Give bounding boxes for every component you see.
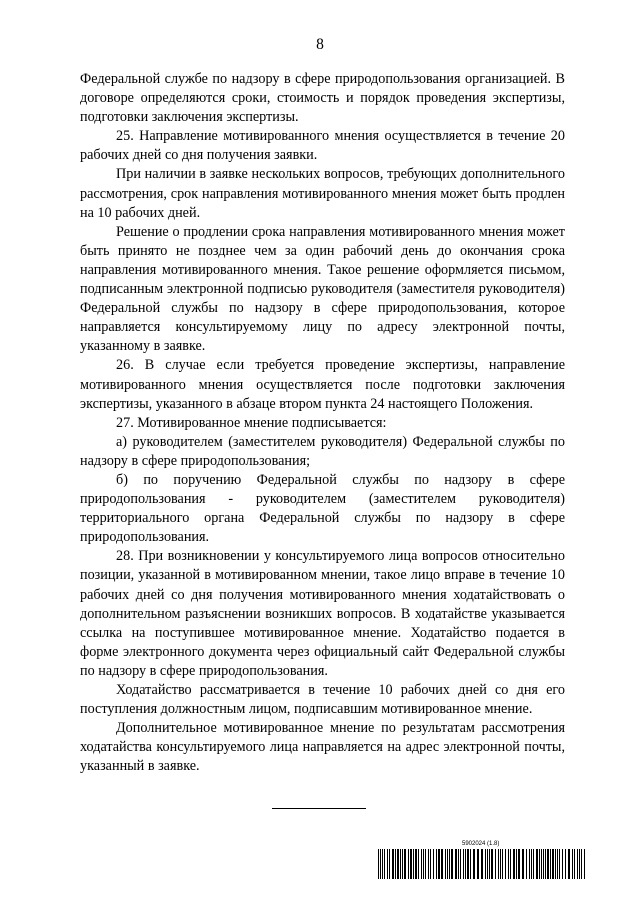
paragraph: 28. При возникновении у консультируемого лица вопросов относительно позиции, указанной в мотивированном мнении, такое лицо вправе в течение 10 рабочих дней со дня получения мотивированного мнения ходатайствовать о дополнительном разъяснении возникших вопросов. В ходатайстве указывается ссылка на поступившее мотивированное мнение. Ходатайство подается в форме электронного документа через официальный сайт Федеральной службы по надзору в сфере природопользования. bbox=[80, 548, 565, 679]
paragraph: б) по поручению Федеральной службы по надзору в сфере природопользования - руководителем (заместителем руководителя) территориального органа Федеральной службы по надзору в сфере природопользования. bbox=[80, 471, 565, 546]
paragraph: Ходатайство рассматривается в течение 10 рабочих дней со дня его поступления должностным лицом, подписавшим мотивированное мнение. bbox=[80, 682, 565, 718]
paragraph: а) руководителем (заместителем руководителя) Федеральной службы по надзору в сфере природопользования; bbox=[80, 433, 565, 469]
page-number: 8 bbox=[316, 36, 324, 53]
paragraph: При наличии в заявке нескольких вопросов, требующих дополнительного рассмотрения, срок направления мотивированного мнения может быть продлен на 10 рабочих дней. bbox=[80, 166, 565, 221]
barcode-image bbox=[378, 849, 586, 879]
paragraph: 26. В случае если требуется проведение экспертизы, направление мотивированного мнения осуществляется после подготовки заключения экспертизы, указанного в абзаце втором пункта 24 настоящего Положения. bbox=[80, 357, 565, 412]
document-code: 5902024 (1.8) bbox=[462, 841, 500, 847]
paragraph: Дополнительное мотивированное мнение по результатам рассмотрения ходатайства консультируемого лица направляется на адрес электронной почты, указанный в заявке. bbox=[80, 720, 565, 775]
separator-line bbox=[272, 808, 366, 809]
paragraph: Решение о продлении срока направления мотивированного мнения может быть принято не позднее чем за один рабочий день до окончания срока направления мотивированного мнения. Такое решение оформляется письмом, подписанным электронной подписью руководителя (заместителя руководителя) Федеральной службы по надзору в сфере природопользования, которое направляется консультируемому лицу по адресу электронной почты, указанному в заявке. bbox=[80, 223, 565, 355]
paragraph: 27. Мотивированное мнение подписывается: bbox=[116, 414, 387, 431]
paragraph: 25. Направление мотивированного мнения осуществляется в течение 20 рабочих дней со дня получения заявки. bbox=[80, 128, 565, 164]
paragraph: Федеральной службе по надзору в сфере природопользования организацией. В договоре определяются сроки, стоимость и порядок проведения экспертизы, подготовки заключения экспертизы. bbox=[80, 71, 565, 126]
document-body bbox=[80, 70, 565, 776]
